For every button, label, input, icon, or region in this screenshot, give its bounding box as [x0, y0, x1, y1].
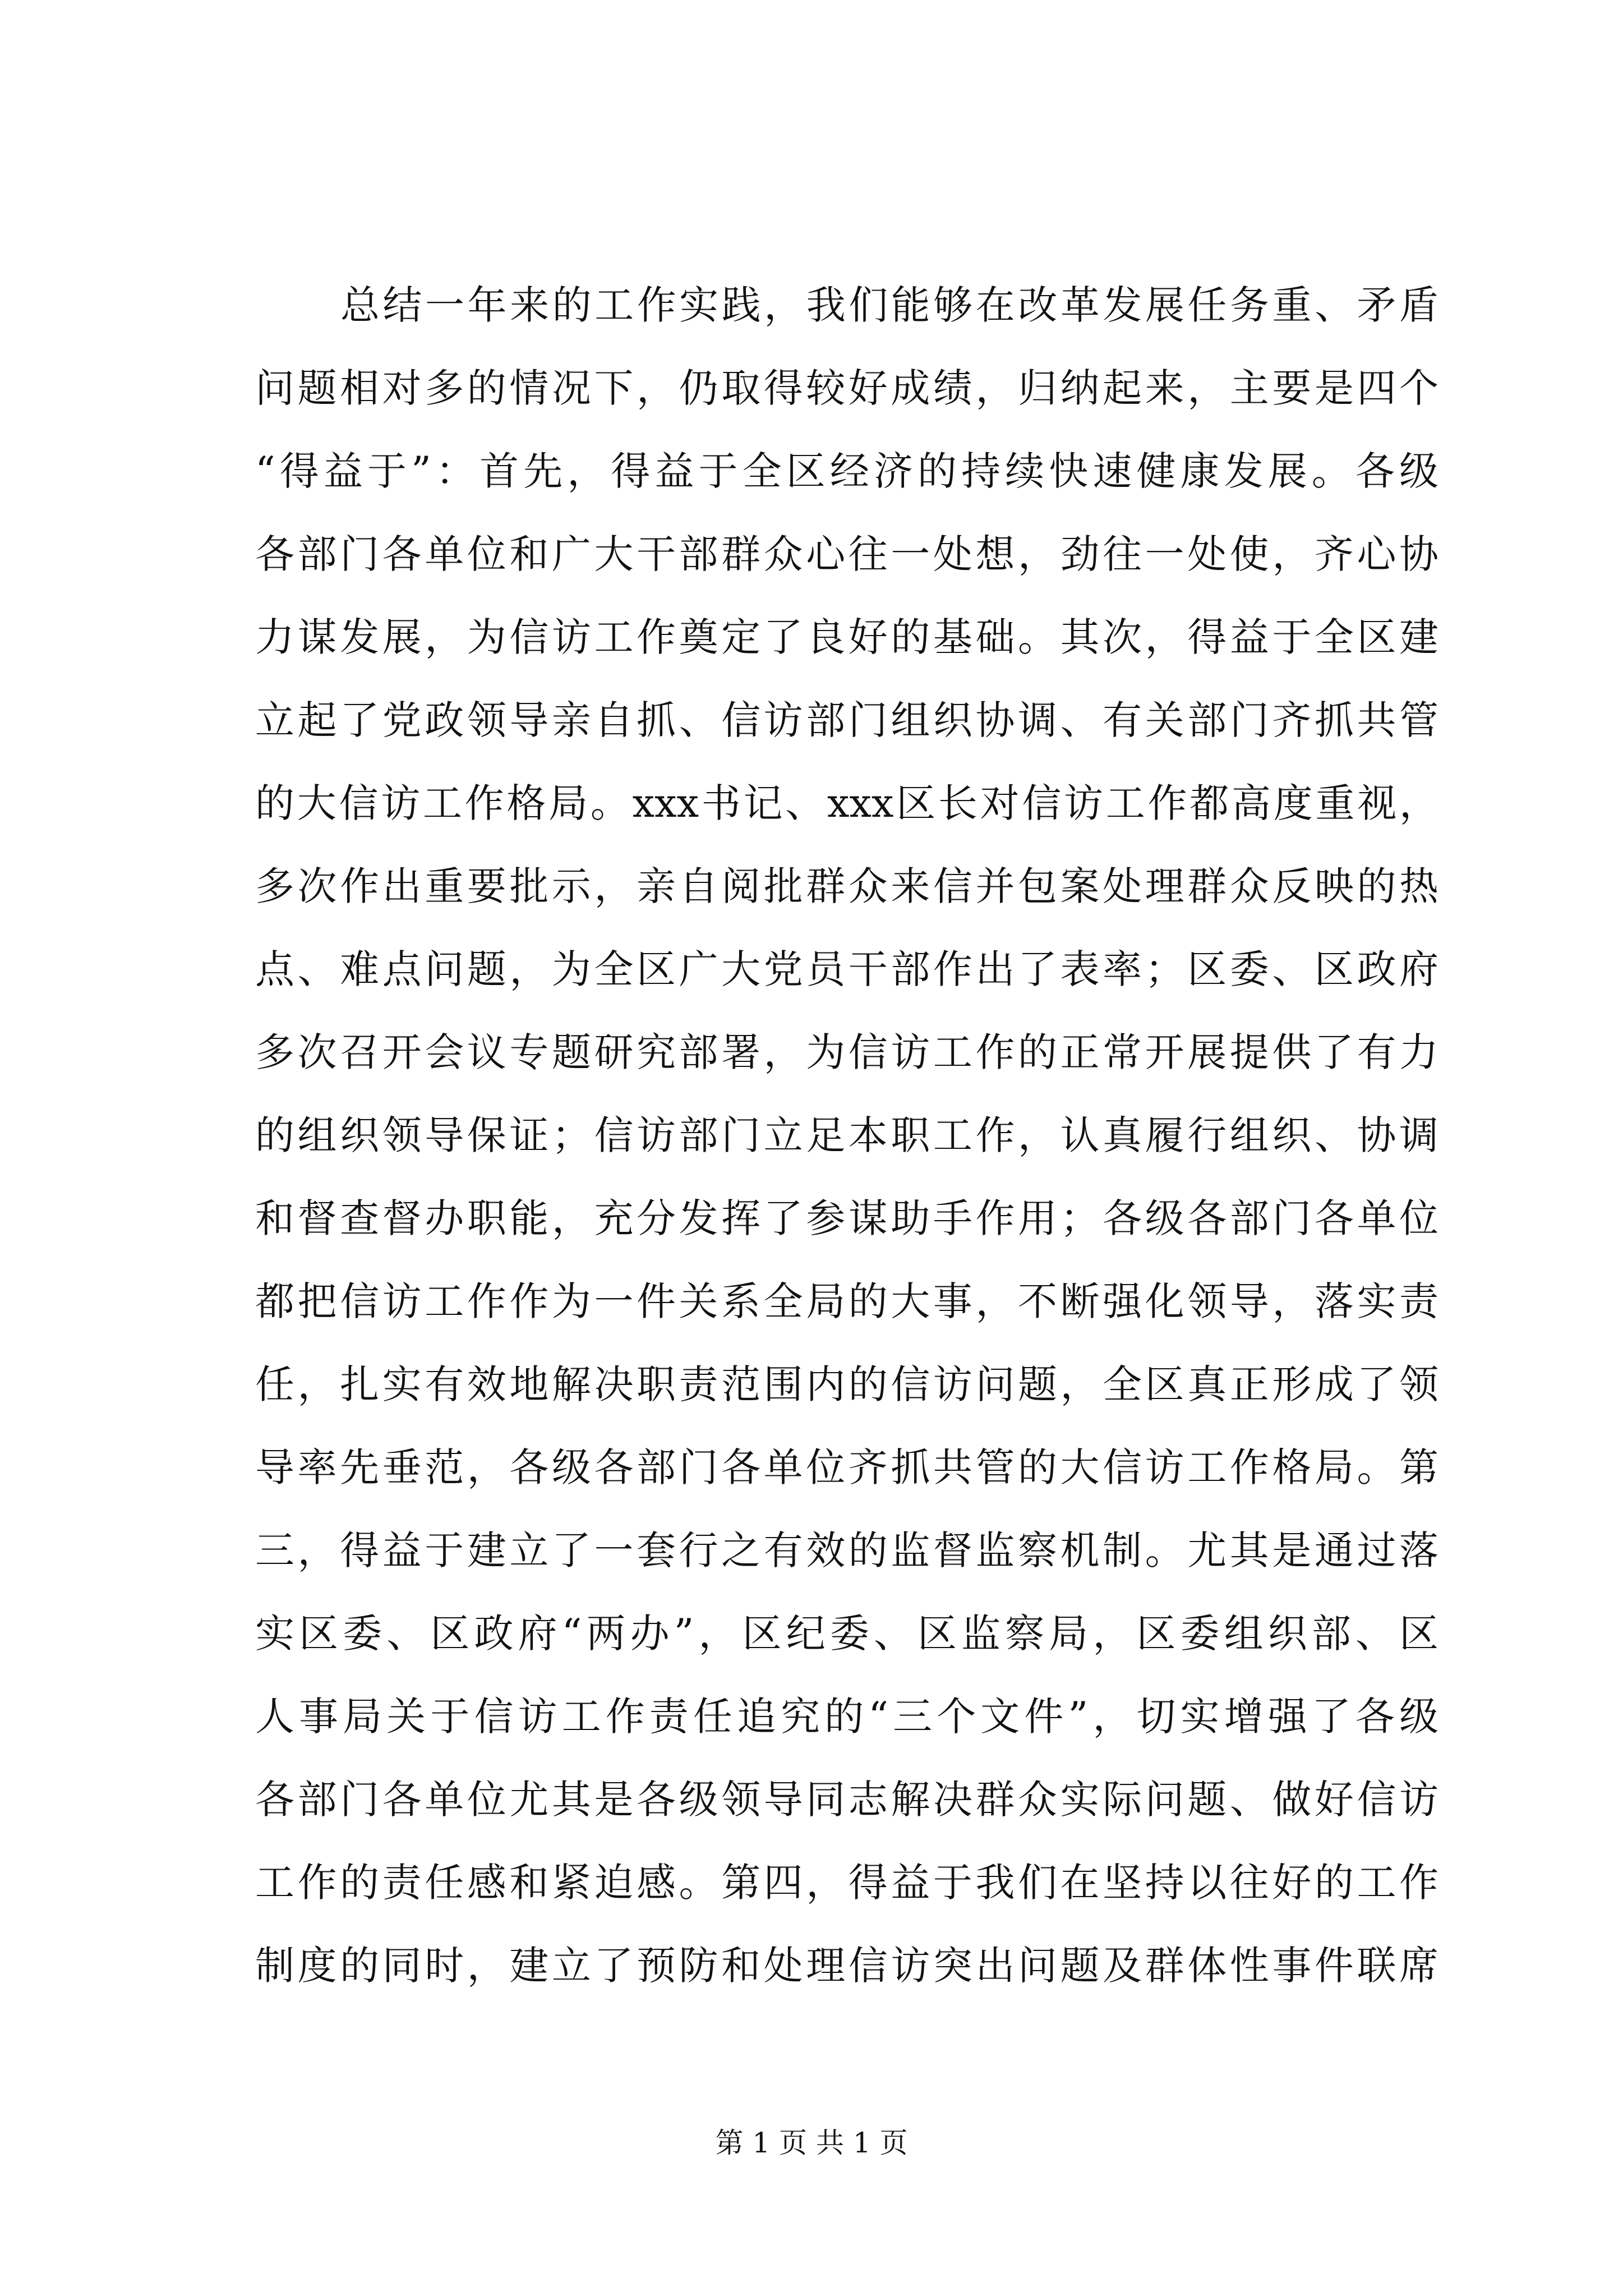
paragraph-line: 制度的同时，建立了预防和处理信访突出问题及群体性事件联席	[255, 1943, 1438, 1989]
page-number: 第 1 页 共 1 页	[715, 2127, 908, 2159]
paragraph-line: 问题相对多的情况下，仍取得较好成绩，归纳起来，主要是四个	[255, 365, 1438, 411]
paragraph-line: 总结一年来的工作实践，我们能够在改革发展任务重、矛盾	[340, 282, 1438, 328]
paragraph-line: 的组织领导保证；信访部门立足本职工作，认真履行组织、协调	[255, 1112, 1438, 1158]
page-footer	[0, 2123, 1623, 2162]
paragraph-line: “得益于”：首先，得益于全区经济的持续快速健康发展。各级	[255, 448, 1438, 494]
paragraph-line: 各部门各单位和广大干部群众心往一处想，劲往一处使，齐心协	[255, 531, 1438, 577]
paragraph-line: 多次作出重要批示，亲自阅批群众来信并包案处理群众反映的热	[255, 863, 1438, 909]
paragraph-line: 的大信访工作格局。xxx书记、xxx区长对信访工作都高度重视，	[255, 780, 1438, 826]
paragraph-line: 都把信访工作作为一件关系全局的大事，不断强化领导，落实责	[255, 1278, 1438, 1324]
body-paragraph	[255, 264, 1438, 2007]
paragraph-line: 各部门各单位尤其是各级领导同志解决群众实际问题、做好信访	[255, 1777, 1438, 1823]
paragraph-line: 多次召开会议专题研究部署，为信访工作的正常开展提供了有力	[255, 1029, 1438, 1075]
paragraph-line: 和督查督办职能，充分发挥了参谋助手作用；各级各部门各单位	[255, 1195, 1438, 1241]
paragraph-line: 工作的责任感和紧迫感。第四，得益于我们在坚持以往好的工作	[255, 1860, 1438, 1906]
paragraph-line: 导率先垂范，各级各部门各单位齐抓共管的大信访工作格局。第	[255, 1444, 1438, 1490]
paragraph-line: 力谋发展，为信访工作奠定了良好的基础。其次，得益于全区建	[255, 614, 1438, 660]
paragraph-line: 三，得益于建立了一套行之有效的监督监察机制。尤其是通过落	[255, 1527, 1438, 1573]
paragraph-line: 实区委、区政府“两办”，区纪委、区监察局，区委组织部、区	[255, 1611, 1438, 1657]
paragraph-line: 立起了党政领导亲自抓、信访部门组织协调、有关部门齐抓共管	[255, 697, 1438, 743]
paragraph-line: 点、难点问题，为全区广大党员干部作出了表率；区委、区政府	[255, 946, 1438, 992]
paragraph-line: 任，扎实有效地解决职责范围内的信访问题，全区真正形成了领	[255, 1361, 1438, 1407]
paragraph-line: 人事局关于信访工作责任追究的“三个文件”，切实增强了各级	[255, 1694, 1438, 1740]
